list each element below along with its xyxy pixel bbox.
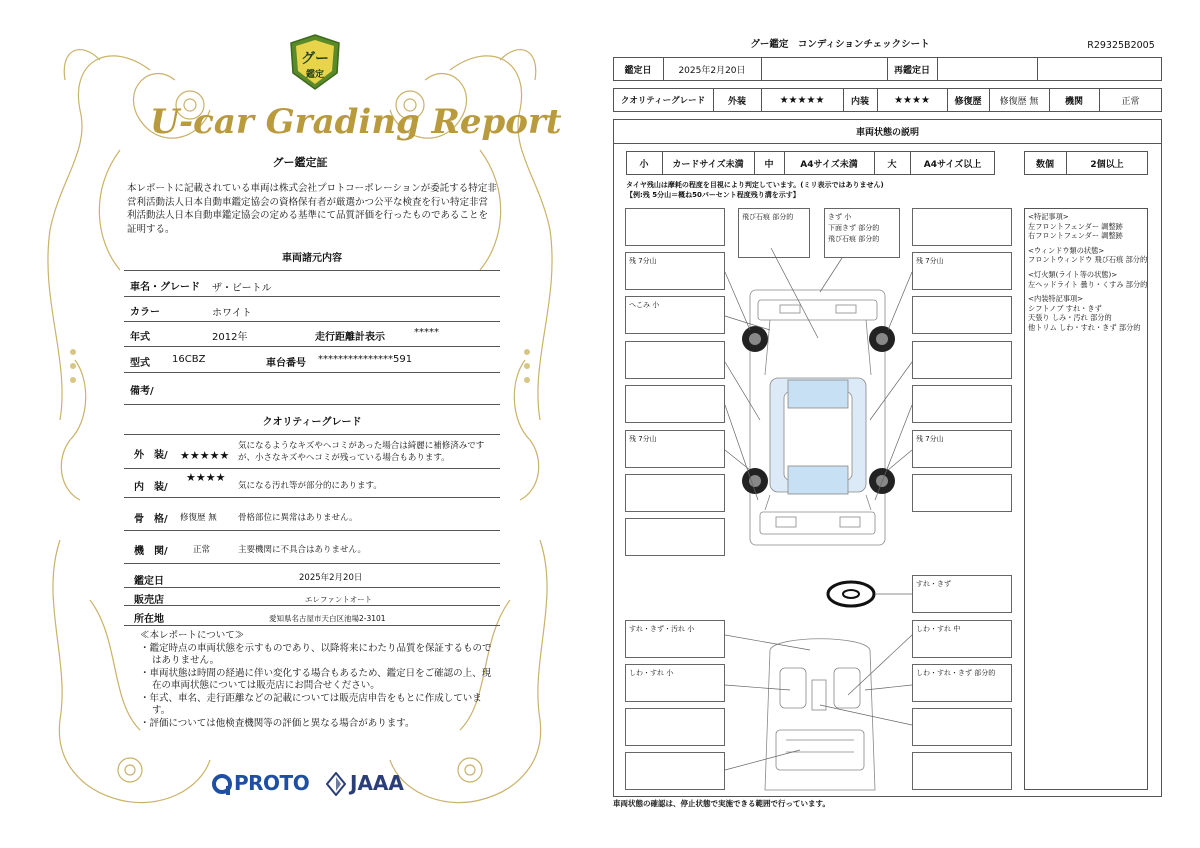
damage-box	[625, 385, 725, 423]
jaaa-logo-icon	[326, 772, 346, 796]
damage-note: 飛び石痕 部分的	[828, 235, 880, 243]
legend-large: 大	[887, 159, 897, 170]
sheet-date-label: 鑑定日	[624, 65, 652, 76]
interior-text: 気になる汚れ等が部分的にあります。	[238, 481, 382, 491]
reinspect-label: 再鑑定日	[893, 65, 930, 76]
note-item: ・評価については他検査機関等の評価と異なる場合があります。	[140, 717, 415, 729]
remark-line: 右フロントフェンダー 調整跡	[1028, 231, 1123, 241]
legend-small-desc: カードサイズ未満	[672, 159, 744, 170]
sheet-repair-label: 修復歴	[954, 96, 982, 107]
sheet-engine-label: 機関	[1064, 96, 1083, 107]
legend-count-desc: 2個以上	[1090, 159, 1124, 170]
damage-box	[625, 474, 725, 512]
condition-check-sheet	[600, 0, 1200, 848]
damage-box	[912, 296, 1012, 334]
legend-mid: 中	[764, 159, 774, 170]
proto-logo-icon	[212, 774, 232, 796]
damage-note: きず 小	[828, 213, 852, 221]
tire-note-1: タイヤ残山は摩耗の程度を目視により判定しています。(ミリ表示ではありません)	[626, 181, 884, 189]
exterior-stars: ★★★★★	[180, 449, 230, 462]
sheet-title: グー鑑定 コンディションチェックシート	[750, 39, 930, 50]
sheet-engine-value: 正常	[1121, 96, 1140, 107]
goo-kantei-badge-icon	[287, 33, 343, 91]
model-value: ザ・ビートル	[212, 283, 272, 294]
damage-box: すれ・きず・汚れ 小	[625, 620, 725, 658]
damage-box	[912, 385, 1012, 423]
year-label: 年式	[130, 332, 150, 343]
remark-line: <ウィンドウ類の状態>	[1028, 245, 1105, 255]
grade-label: クオリティーグレード	[620, 96, 706, 106]
dealer-label: 販売店	[134, 595, 164, 606]
engine-text: 主要機関に不具合はありません。	[238, 545, 367, 555]
damage-box: しわ・すれ 小	[625, 664, 725, 702]
remark-line: <灯火類(ライト等の状態)>	[1028, 269, 1118, 279]
sheet-repair-value: 修復歴 無	[999, 96, 1039, 107]
remark-line: 左フロントフェンダー 調整跡	[1028, 221, 1123, 231]
damage-box: 残 7分山	[912, 252, 1012, 290]
color-value: ホワイト	[212, 308, 252, 319]
frame-label: 骨 格/	[134, 514, 168, 525]
damage-box	[912, 208, 1012, 246]
report-notes	[140, 630, 492, 730]
svg-text:鑑定: 鑑定	[305, 70, 325, 80]
damage-box: 残 7分山	[625, 430, 725, 468]
remark-line: 他トリム しわ・すれ・きず 部分的	[1028, 322, 1141, 332]
sheet-exterior-stars: ★★★★★	[779, 94, 825, 106]
damage-box	[625, 341, 725, 379]
address-value: 愛知県名古屋市天白区池場2-3101	[269, 614, 386, 623]
sheet-footer-note: 車両状態の確認は、停止状態で実施できる範囲で行っています。	[613, 799, 830, 808]
condition-title: 車両状態の説明	[855, 127, 919, 138]
jaaa-logo-text: JAAA	[350, 771, 404, 795]
report-script-title: U-car Grading Report	[150, 102, 562, 142]
note-item: ・鑑定時点の車両状態を示すものであり、以降将来にわたり品質を保証するものではありません。	[140, 642, 492, 666]
sheet-date-value: 2025年2月20日	[678, 65, 746, 76]
vin-label: 車台番号	[266, 358, 306, 369]
legend-mid-desc: A4サイズ未満	[800, 159, 858, 170]
dealer-value: エレファントオート	[305, 595, 373, 604]
notes-title: ≪本レポートについて≫	[140, 630, 245, 641]
sheet-exterior-label: 外装	[727, 96, 746, 107]
damage-box: 残 7分山	[625, 252, 725, 290]
note-item: ・車両状態は時間の経過に伴い変化する場合もあるため、鑑定日をご確認の上、現在の車両状態については販売店にお問合せください。	[140, 667, 492, 691]
damage-box: すれ・きず	[912, 575, 1012, 613]
damage-box	[912, 752, 1012, 790]
damage-box	[625, 208, 725, 246]
type-label: 型式	[130, 358, 150, 369]
vin-value: ***************591	[318, 354, 413, 365]
remark-line: 左ヘッドライト 曇り・くすみ 部分的	[1028, 279, 1148, 289]
svg-text:グー: グー	[301, 51, 329, 67]
damage-box	[912, 708, 1012, 746]
model-label: 車名・グレード	[130, 282, 200, 293]
sheet-interior-label: 内装	[850, 96, 869, 107]
legend-count: 数個	[1035, 159, 1054, 170]
frame-value: 修復歴 無	[180, 513, 217, 523]
damage-box	[824, 208, 900, 258]
remark-line: 天張り しみ・汚れ 部分的	[1028, 313, 1112, 323]
exterior-label: 外 装/	[134, 450, 168, 461]
damage-box: 残 7分山	[912, 430, 1012, 468]
certificate-heading: グー鑑定証	[272, 156, 328, 169]
spec-section-title: 車両諸元内容	[282, 253, 342, 264]
odometer-label: 走行距離計表示	[315, 332, 385, 343]
engine-value: 正常	[193, 545, 211, 555]
damage-box	[625, 708, 725, 746]
quality-section-title: クオリティーグレード	[262, 417, 362, 428]
interior-label: 内 装/	[134, 482, 168, 493]
inspection-date-value: 2025年2月20日	[299, 573, 363, 583]
exterior-text: 気になるようなキズやヘコミがあった場合は綺麗に補修済みですが、小さなキズやヘコミが残っている場合もあります。	[238, 441, 485, 463]
legend-small: 小	[639, 159, 649, 170]
engine-label: 機 関/	[134, 546, 168, 557]
damage-box	[912, 341, 1012, 379]
note-item: ・年式、車名、走行距離などの記載については販売店申告をもとに作成しています。	[140, 692, 482, 716]
certificate-intro: 本レポートに記載されている車両は株式会社プロトコーポレーションが委託する特定非営利活動法人日本自動車鑑定協会の資格保有者が厳選かつ公平な検査を行い特定非営利活動法人日本自動車鑑定協会の定める基準にて品質評価を行ったものであることを証明する。	[127, 183, 497, 235]
year-value: 2012年	[212, 332, 248, 343]
tire-note-2: 【例:残 5分山＝概ね50パーセント程度残り溝を示す】	[626, 191, 800, 199]
legend-large-desc: A4サイズ以上	[923, 159, 982, 170]
interior-stars: ★★★★	[186, 471, 226, 484]
proto-logo-text: PROTO	[234, 771, 310, 795]
damage-box: しわ・すれ・きず 部分的	[912, 664, 1012, 702]
damage-box: へこみ 小	[625, 296, 725, 334]
address-label: 所在地	[134, 614, 164, 625]
type-value: 16CBZ	[172, 354, 206, 365]
damage-note: 下面きず 部分的	[828, 224, 880, 232]
remarks-label: 備考/	[130, 386, 154, 397]
damage-box	[625, 752, 725, 790]
remark-line: <内装特記事項>	[1028, 294, 1084, 304]
color-label: カラー	[130, 307, 160, 318]
inspection-date-label: 鑑定日	[134, 576, 164, 587]
damage-box: 飛び石痕 部分的	[738, 208, 810, 258]
odometer-value: *****	[414, 327, 439, 338]
remarks-list	[1028, 212, 1147, 333]
remark-line: <特記事項>	[1028, 212, 1069, 221]
damage-box: しわ・すれ 中	[912, 620, 1012, 658]
remark-line: フロントウィンドウ 飛び石痕 部分的	[1028, 255, 1148, 265]
sheet-interior-stars: ★★★★	[894, 94, 930, 106]
frame-text: 骨格部位に異常はありません。	[238, 513, 358, 523]
damage-box	[912, 474, 1012, 512]
sheet-code: R29325B2005	[1087, 39, 1155, 51]
damage-box	[625, 518, 725, 556]
remark-line: シフトノブ すれ・きず	[1028, 303, 1102, 313]
